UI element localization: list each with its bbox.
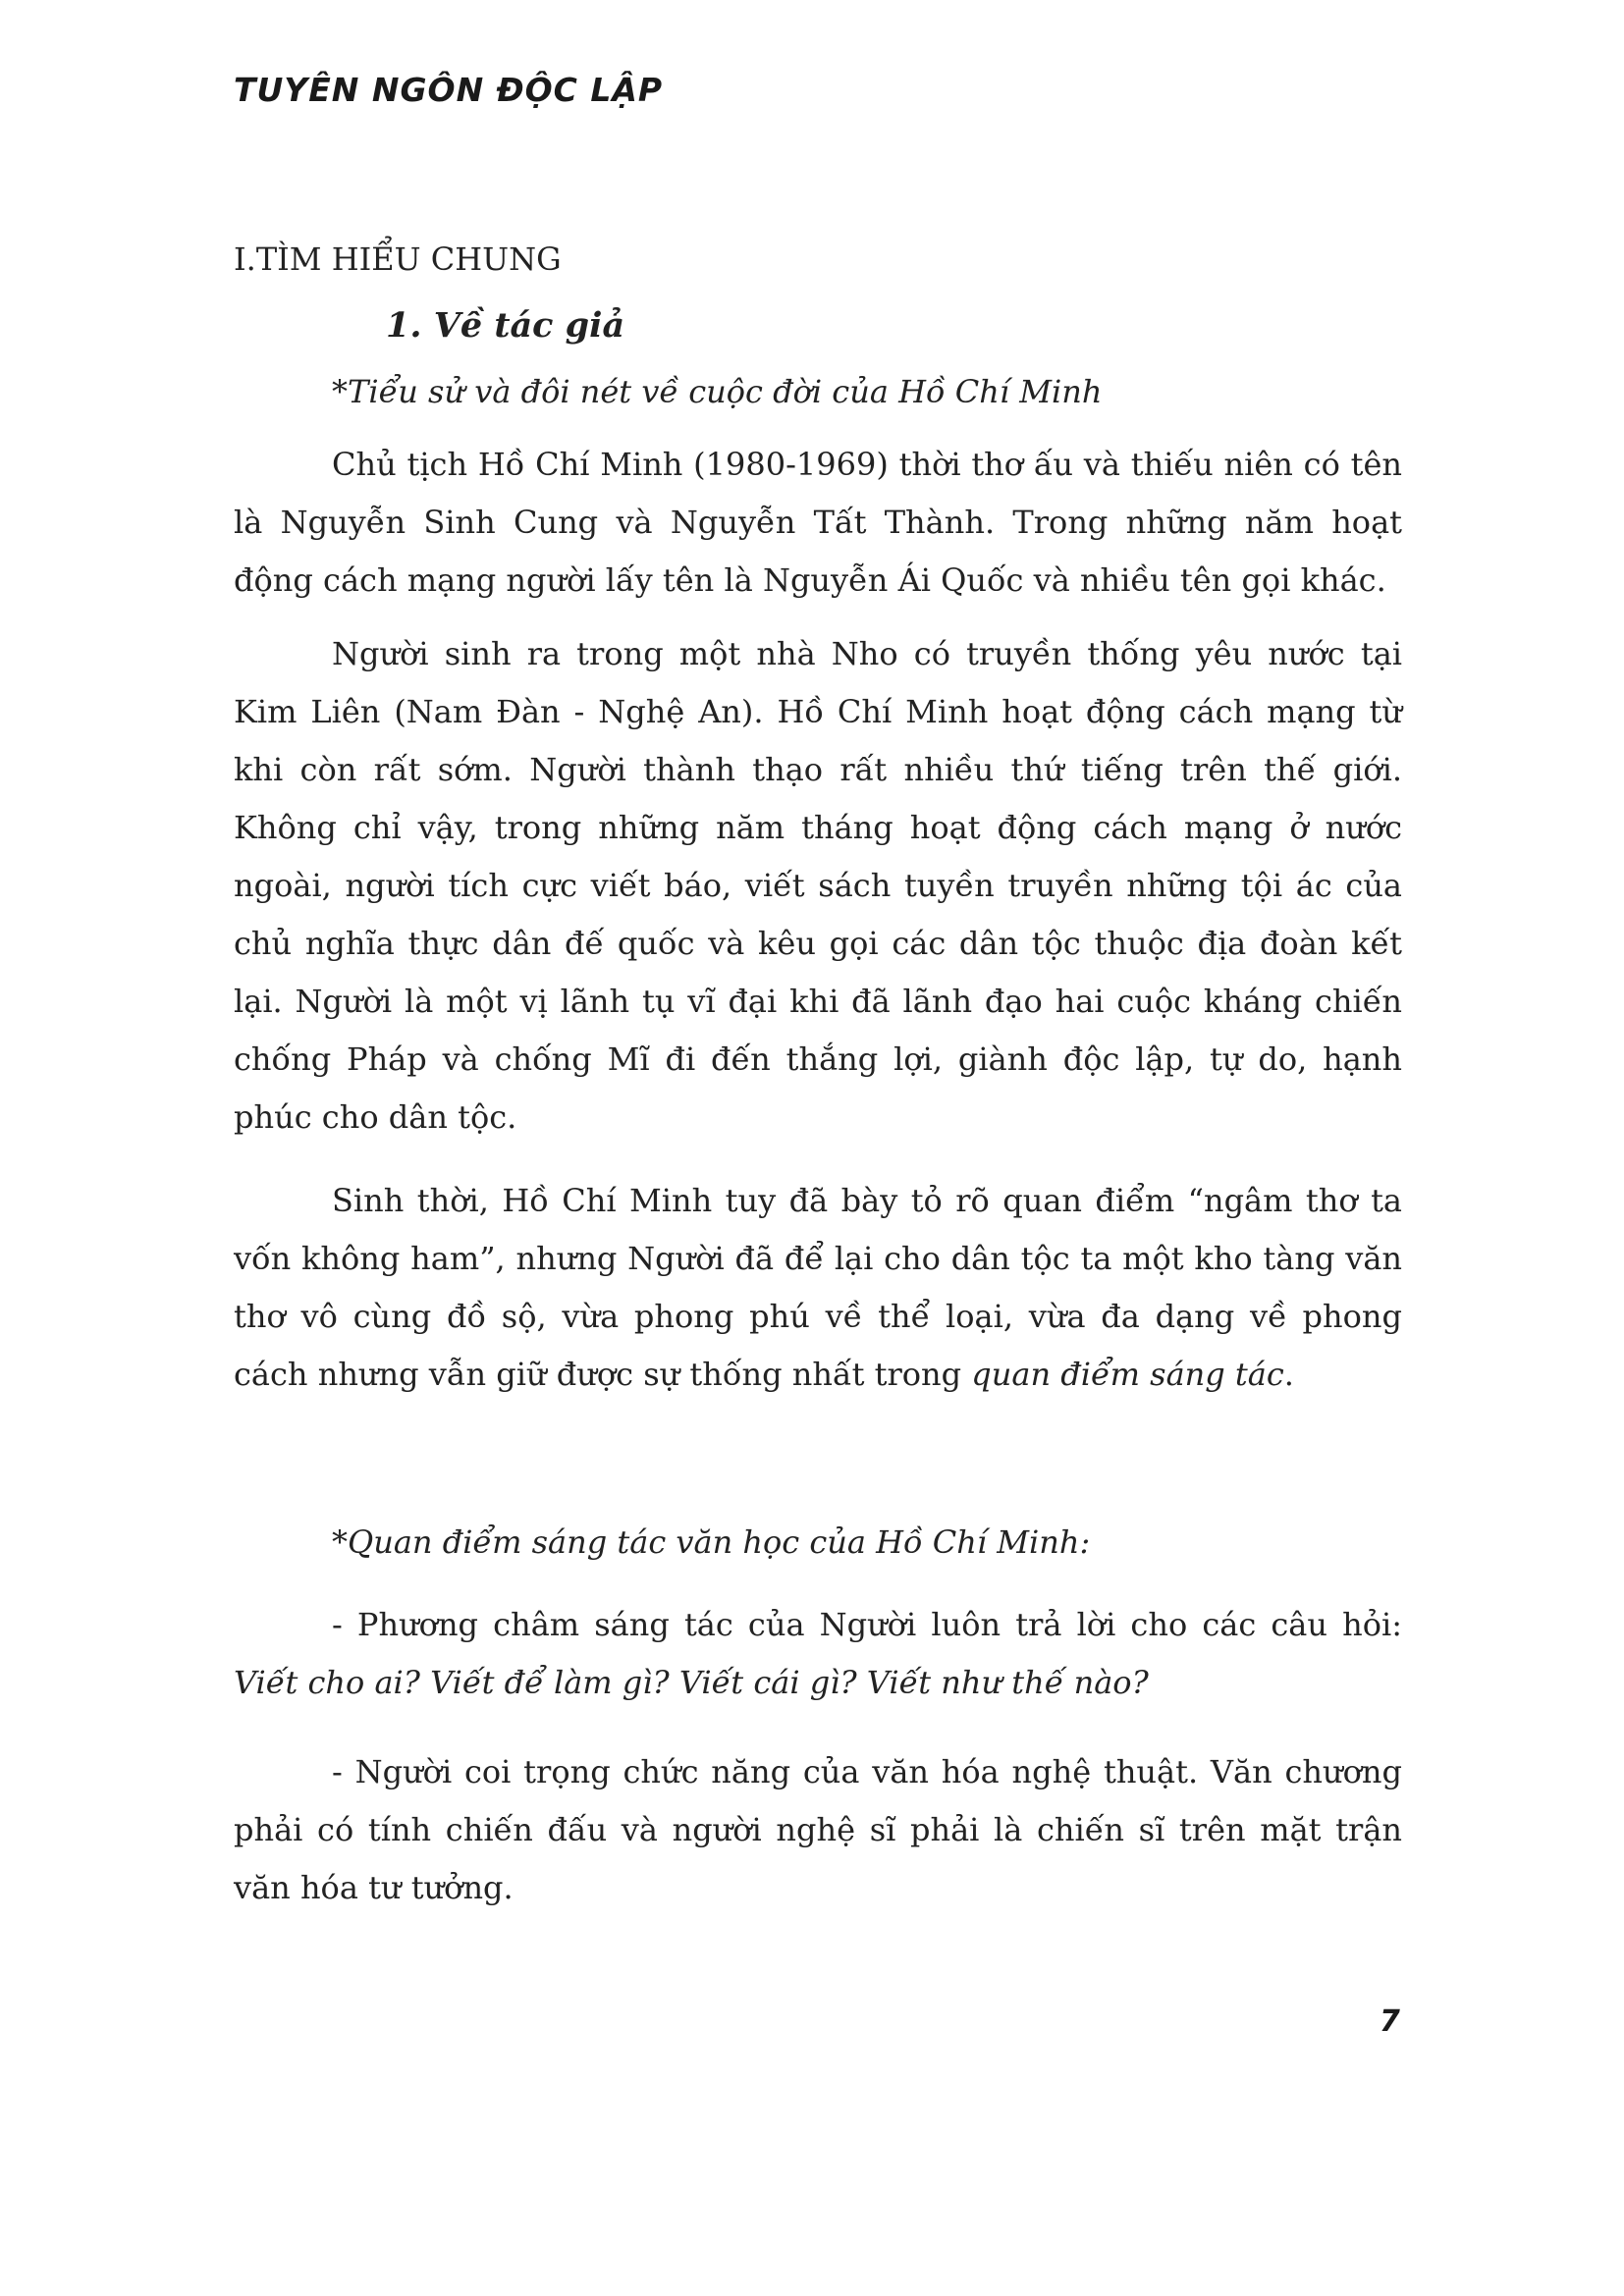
legacy-text: Sinh thời, Hồ Chí Minh tuy đã bày tỏ rõ quan điểm “ngâm thơ ta vốn không ham”, nhưng Người đã để lại cho dân tộc ta một kho tàng văn thơ vô cùng đồ sộ, vừa phong phú về thể loại, vừa đa dạng về phong cách nhưng vẫn giữ được sự thống nhất trong (234, 1182, 1402, 1393)
subsection-title: 1. Về tác giả (386, 305, 625, 346)
paragraph-early-life: Chủ tịch Hồ Chí Minh (1980-1969) thời thơ ấu và thiếu niên có tên là Nguyễn Sinh Cung và Nguyễn Tất Thành. Trong những năm hoạt động cách mạng người lấy tên là Nguyễn Ái Quốc và nhiều tên gọi khác. (234, 446, 1402, 599)
legacy-emphasis: quan điểm sáng tác (971, 1356, 1284, 1393)
page-number: 7 (1380, 2004, 1400, 2039)
viewpoint-note: *Quan điểm sáng tác văn học của Hồ Chí Minh: (332, 1523, 1091, 1561)
questions-lead: - Phương châm sáng tác của Người luôn trả lời cho các câu hỏi: (332, 1606, 1402, 1643)
legacy-end: . (1283, 1356, 1294, 1393)
section-title: I.TÌM HIỂU CHUNG (234, 240, 562, 278)
viewpoint-item-questions (234, 1596, 1402, 1712)
page-content (234, 234, 1402, 1917)
questions-list: Viết cho ai? Viết để làm gì? Viết cái gì? Viết như thế nào? (234, 1664, 1149, 1701)
paragraph-revolution: Người sinh ra trong một nhà Nho có truyền thống yêu nước tại Kim Liên (Nam Đàn - Nghệ An). Hồ Chí Minh hoạt động cách mạng từ khi còn rất sớm. Người thành thạo rất nhiều thứ tiếng trên thế giới. Không chỉ vậy, trong những năm tháng hoạt động cách mạng ở nước ngoài, người tích cực viết báo, viết sách tuyền truyền những tội ác của chủ nghĩa thực dân đế quốc và kêu gọi các dân tộc thuộc địa đoàn kết lại. Người là một vị lãnh tụ vĩ đại khi đã lãnh đạo hai cuộc kháng chiến chống Pháp và chống Mĩ đi đến thắng lợi, giành độc lập, tự do, hạnh phúc cho dân tộc. (234, 635, 1402, 1136)
viewpoint-item-function: - Người coi trọng chức năng của văn hóa nghệ thuật. Văn chương phải có tính chiến đấu và người nghệ sĩ phải là chiến sĩ trên mặt trận văn hóa tư tưởng. (234, 1753, 1402, 1906)
running-header-title: TUYÊN NGÔN ĐỘC LẬP (234, 71, 664, 109)
biography-note: *Tiểu sử và đôi nét về cuộc đời của Hồ Chí Minh (332, 373, 1103, 410)
paragraph-literary-legacy (234, 1172, 1402, 1404)
